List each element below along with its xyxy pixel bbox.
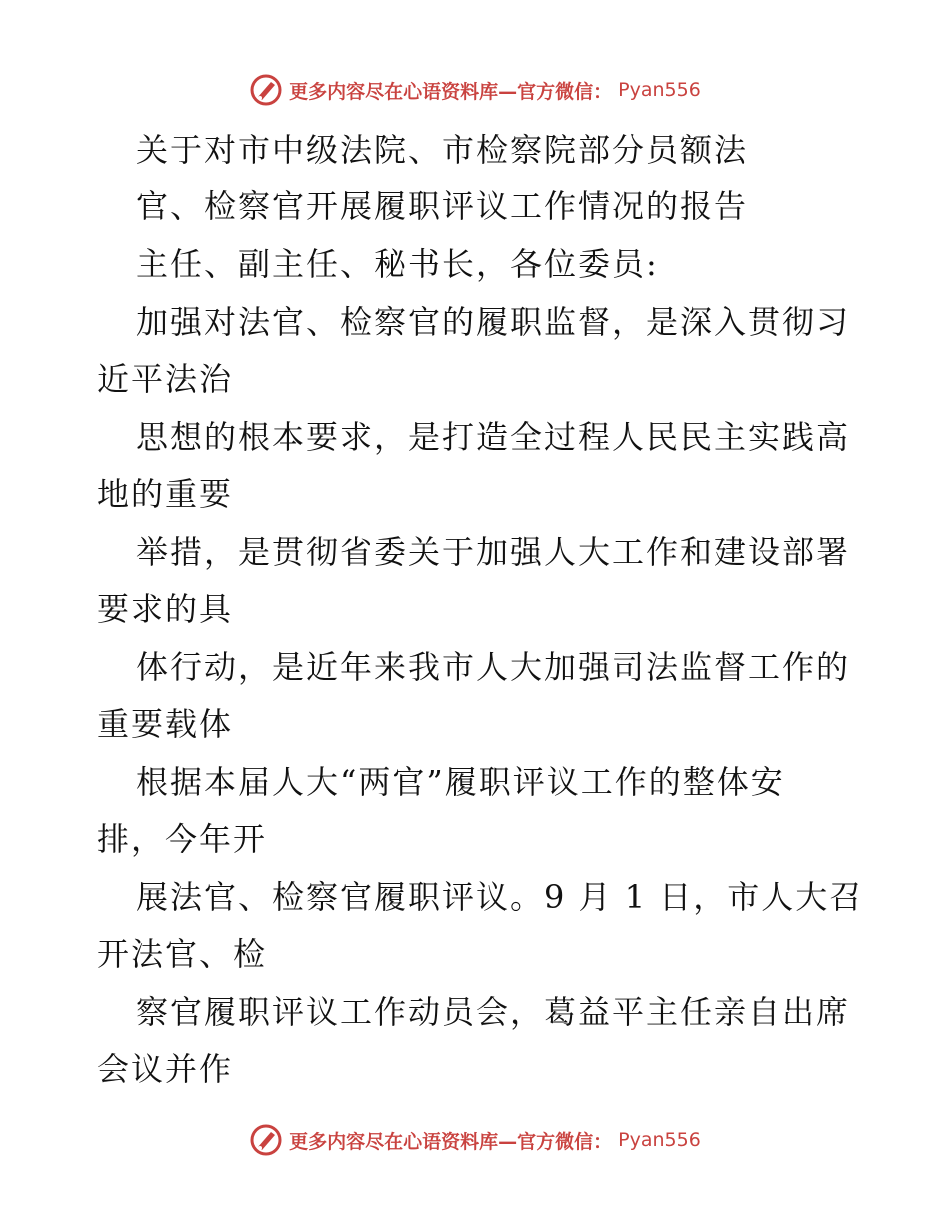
- watermark-bottom: [0, 1120, 950, 1160]
- text-line: 近平法治: [97, 360, 234, 398]
- watermark-text: 更多内容尽在心语资料库—官方微信：: [289, 1130, 613, 1153]
- pen-logo-icon: [249, 73, 283, 107]
- text-line: 地的重要: [97, 475, 234, 513]
- text-line: 排，今年开: [97, 820, 268, 858]
- text-line: 察官履职评议工作动员会，葛益平主任亲自出席: [136, 993, 851, 1031]
- text-line: 体行动，是近年来我市人大加强司法监督工作的: [136, 648, 851, 686]
- text-line: 加强对法官、检察官的履职监督，是深入贯彻习: [136, 303, 851, 341]
- text-line: 主任、副主任、秘书长，各位委员:: [136, 245, 659, 283]
- watermark-text: 更多内容尽在心语资料库—官方微信：: [289, 80, 613, 103]
- pen-logo-icon: [249, 1123, 283, 1157]
- text-line: 举措，是贯彻省委关于加强人大工作和建设部署: [136, 533, 851, 571]
- text-line: 思想的根本要求，是打造全过程人民民主实践高: [136, 418, 851, 456]
- text-line: 根据本届人大“两官”履职评议工作的整体安: [136, 763, 785, 801]
- text-line: 开法官、检: [97, 935, 268, 973]
- watermark-handle: Pyan556: [618, 1129, 701, 1151]
- text-line: 关于对市中级法院、市检察院部分员额法: [136, 131, 749, 169]
- watermark-top: [0, 70, 950, 110]
- text-line: 展法官、检察官履职评议。9 月 1 日，市人大召: [136, 878, 864, 916]
- text-line: 会议并作: [97, 1050, 234, 1088]
- text-line: 官、检察官开展履职评议工作情况的报告: [136, 187, 749, 225]
- text-line: 要求的具: [97, 590, 234, 628]
- text-line: 重要载体: [97, 705, 234, 743]
- watermark-handle: Pyan556: [618, 79, 701, 101]
